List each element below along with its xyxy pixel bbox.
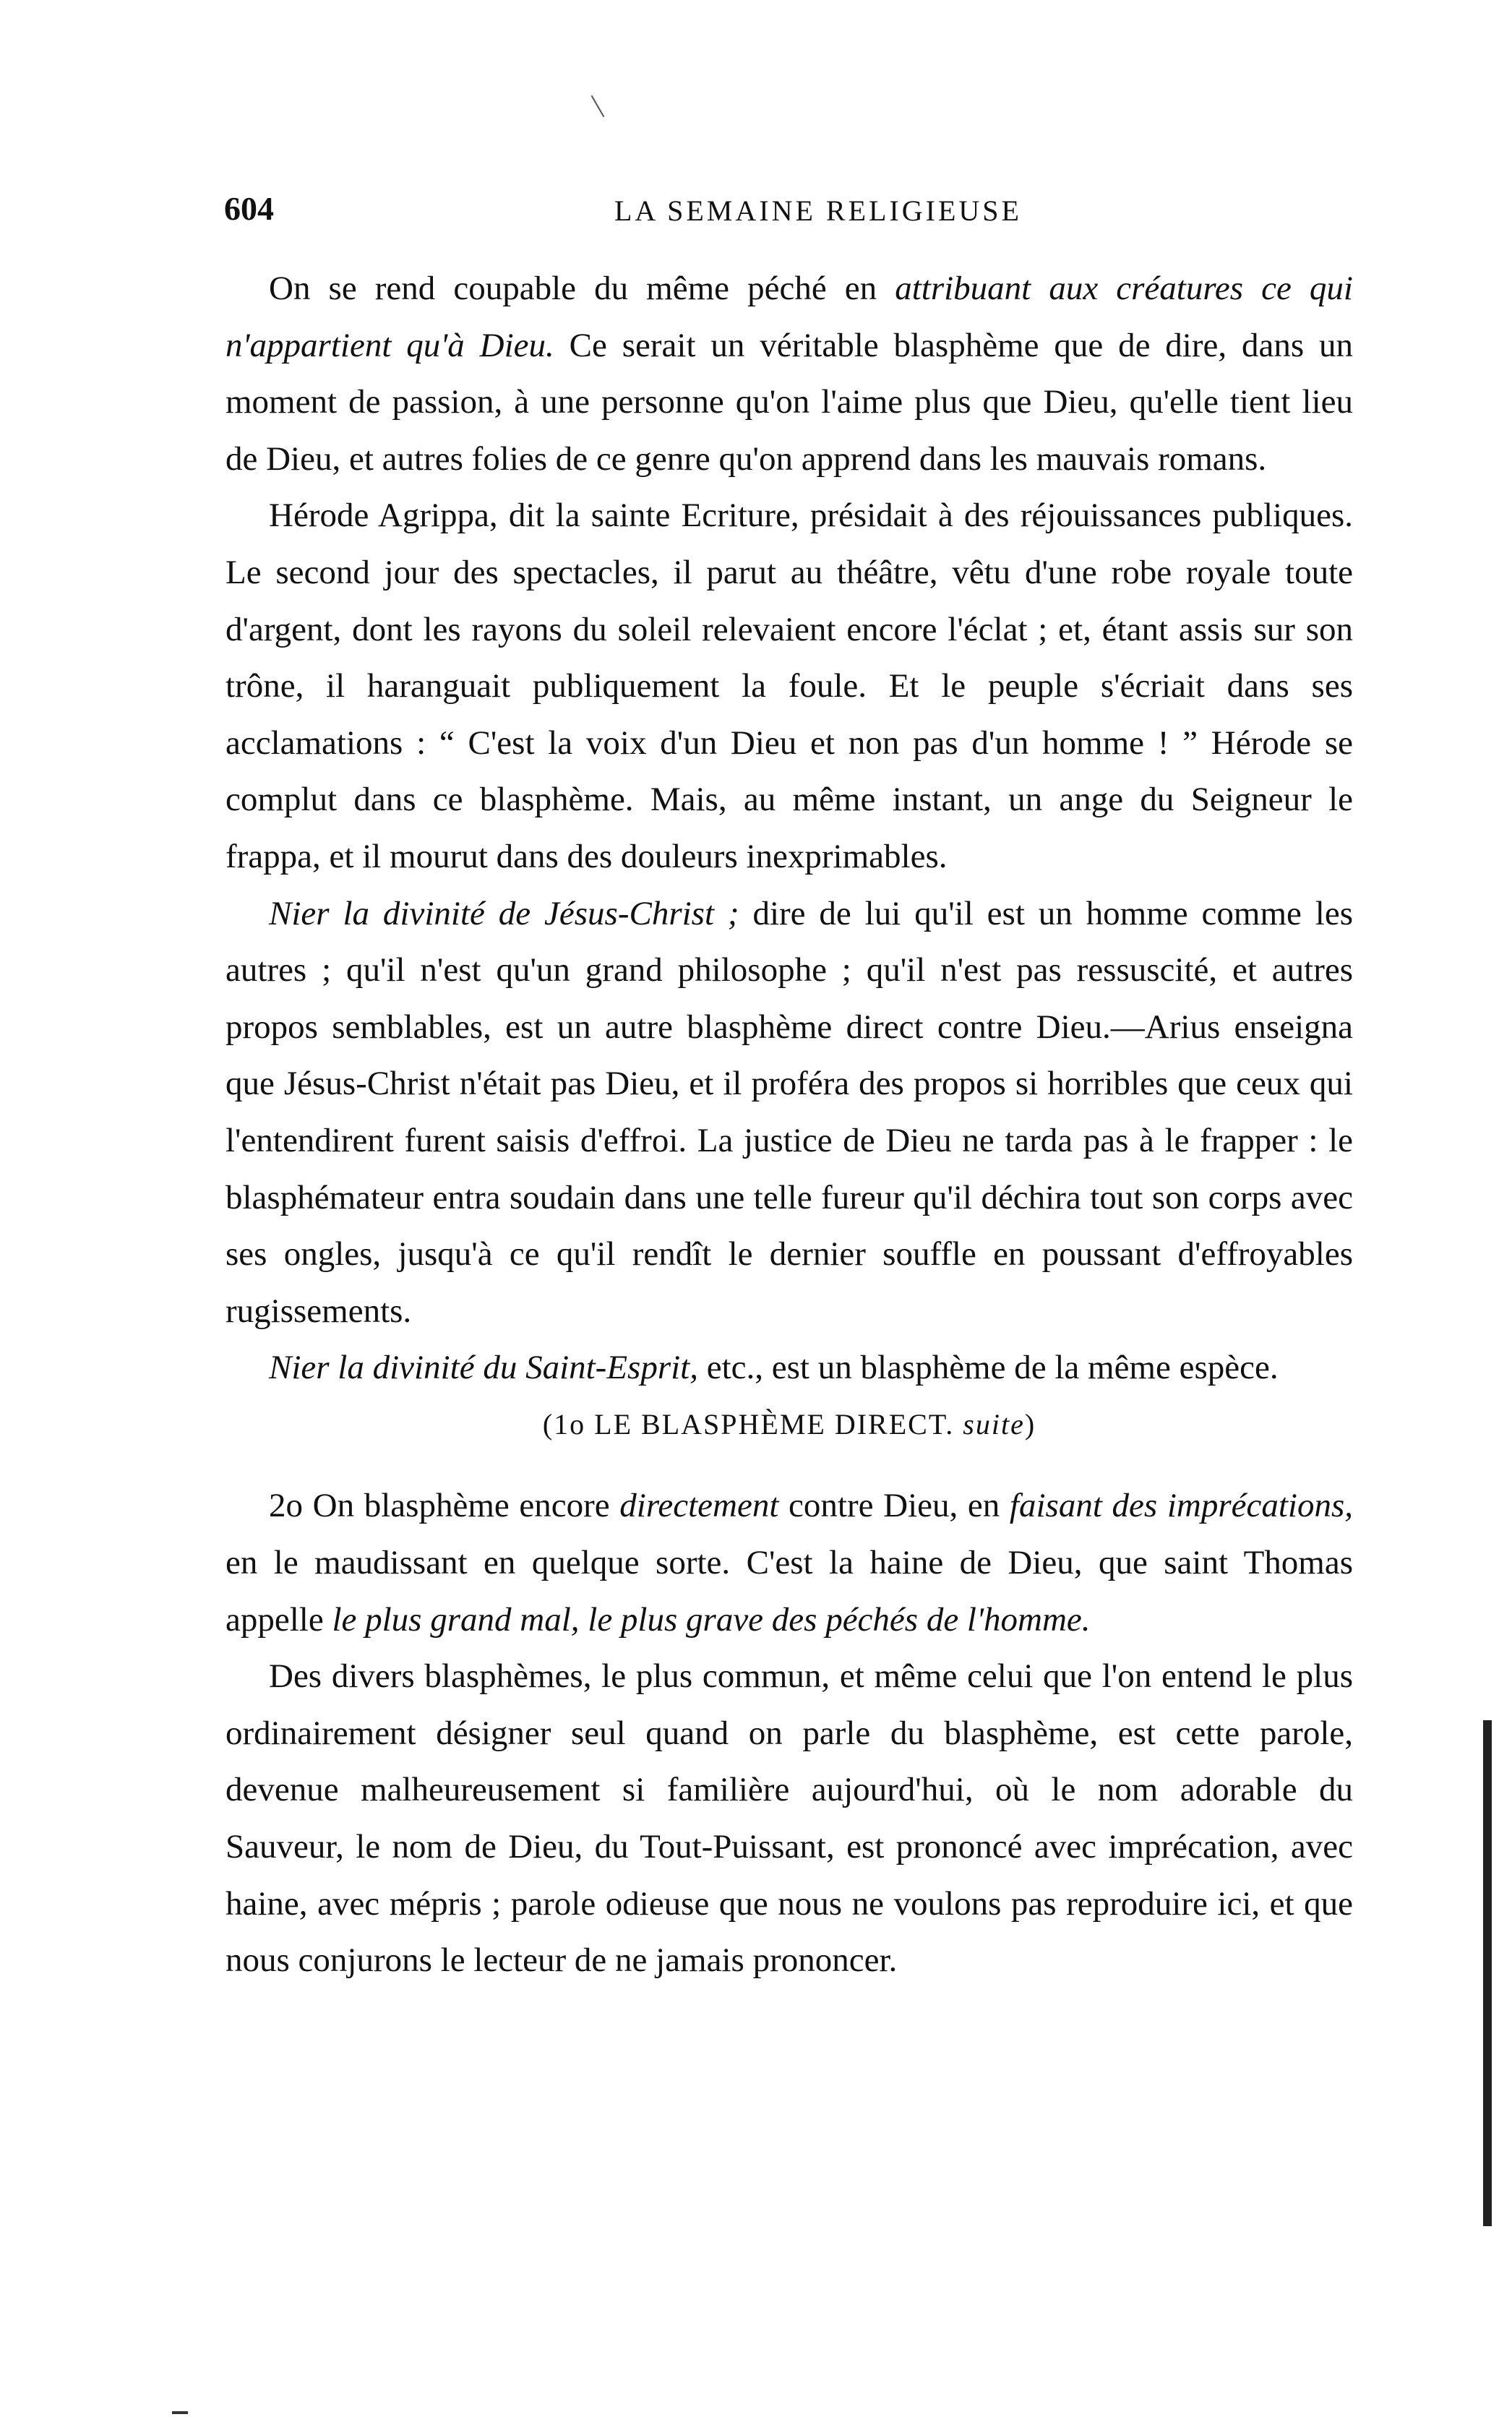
section-heading-caps: LE BLASPHÈME DIRECT. bbox=[594, 1407, 955, 1441]
scan-speck bbox=[591, 95, 605, 117]
paragraph-5-text-b: contre Dieu, en bbox=[778, 1487, 1010, 1525]
scan-edge-mark bbox=[172, 2411, 188, 2414]
paragraph-5 bbox=[225, 1477, 1353, 1648]
paragraph-6-text: Des divers blasphèmes, le plus commun, et même celui que l'on entend le plus ordinairement désigner seul quand on parle du blasphème, est cette parole, devenue malheureusement si familière aujourd'hui, où le nom adorable du Sauveur, le nom de Dieu, du Tout-Puissant, est prononcé avec imprécation, avec haine, avec mépris ; parole odieuse que nous ne voulons pas reproduire ici, et que nous conjurons le lecteur de ne jamais prononcer. bbox=[225, 1657, 1353, 1980]
paragraph-3-text: dire de lui qu'il est un homme comme les autres ; qu'il n'est qu'un grand philosophe ; qu'il n'est pas ressuscité, et autres propos semblables, est un autre blasphème direct contre Dieu.—Arius enseigna que Jésus-Christ n'était pas Dieu, et il proféra des propos si horribles que ceux qui l'entendirent furent saisis d'effroi. La justice de Dieu ne tarda pas à le frapper : le blasphémateur entra soudain dans une telle fureur qu'il déchira tout son corps avec ses ongles, jusqu'à ce qu'il rendît le dernier souffle en poussant d'effroyables rugissements. bbox=[225, 894, 1353, 1330]
section-heading-open: (1o bbox=[542, 1407, 595, 1441]
paragraph-1 bbox=[225, 260, 1353, 487]
running-head: LA SEMAINE RELIGIEUSE bbox=[614, 194, 1022, 227]
paragraph-4-italic: Nier la divinité du Saint-Esprit, bbox=[269, 1349, 698, 1387]
paragraph-5-italic-c: le plus grand mal, le plus grave des péchés de l'homme. bbox=[332, 1600, 1091, 1639]
paragraph-4-text: etc., est un blasphème de la même espèce. bbox=[698, 1349, 1279, 1387]
paragraph-5-italic-a: directement bbox=[619, 1487, 779, 1525]
paragraph-6 bbox=[225, 1648, 1353, 1989]
paragraph-2-text: Hérode Agrippa, dit la sainte Ecriture, présidait à des réjouissances publiques. Le second jour des spectacles, il parut au théâtre, vêtu d'une robe royale toute d'argent, dont les rayons du soleil relevaient encore l'éclat ; et, étant assis sur son trône, il haranguait publiquement la foule. Et le peuple s'écriait dans ses acclamations : “ C'est la voix d'un Dieu et non pas d'un homme ! ” Hérode se complut dans ce blasphème. Mais, au même instant, un ange du Seigneur le frappa, et il mourut dans des douleurs inexprimables. bbox=[225, 497, 1353, 875]
paragraph-5-text-c: en le maudissant en quelque sorte. C'est la haine de Dieu, que saint Thomas appelle bbox=[225, 1544, 1353, 1639]
paragraph-3 bbox=[225, 885, 1353, 1340]
page-number: 604 bbox=[224, 190, 274, 227]
heading-spacer bbox=[225, 1453, 1353, 1477]
paragraph-2 bbox=[225, 487, 1353, 885]
page-header bbox=[224, 189, 1323, 240]
paragraph-1-italic: attribuant aux créatures ce qui n'appartient qu'à Dieu. bbox=[225, 270, 1353, 364]
paragraph-3-italic: Nier la divinité de Jésus-Christ ; bbox=[269, 894, 739, 932]
paragraph-4 bbox=[225, 1339, 1353, 1396]
section-heading-close: ) bbox=[1024, 1407, 1036, 1441]
section-heading-italic: suite bbox=[954, 1407, 1025, 1441]
section-heading bbox=[225, 1396, 1353, 1454]
paragraph-1-text-a: On se rend coupable du même péché en bbox=[269, 270, 895, 307]
paragraph-1-text-b: Ce serait un véritable blasphème que de dire, dans un moment de passion, à une personne qu'on l'aime plus que Dieu, qu'elle tient lieu de Dieu, et autres folies de ce genre qu'on apprend dans les mauvais romans. bbox=[225, 326, 1353, 478]
scan-edge-bar bbox=[1483, 1720, 1492, 2226]
body-text bbox=[225, 260, 1353, 1989]
paragraph-5-text-a: 2o On blasphème encore bbox=[269, 1487, 620, 1525]
paragraph-5-italic-b: faisant des imprécations, bbox=[1009, 1487, 1353, 1525]
